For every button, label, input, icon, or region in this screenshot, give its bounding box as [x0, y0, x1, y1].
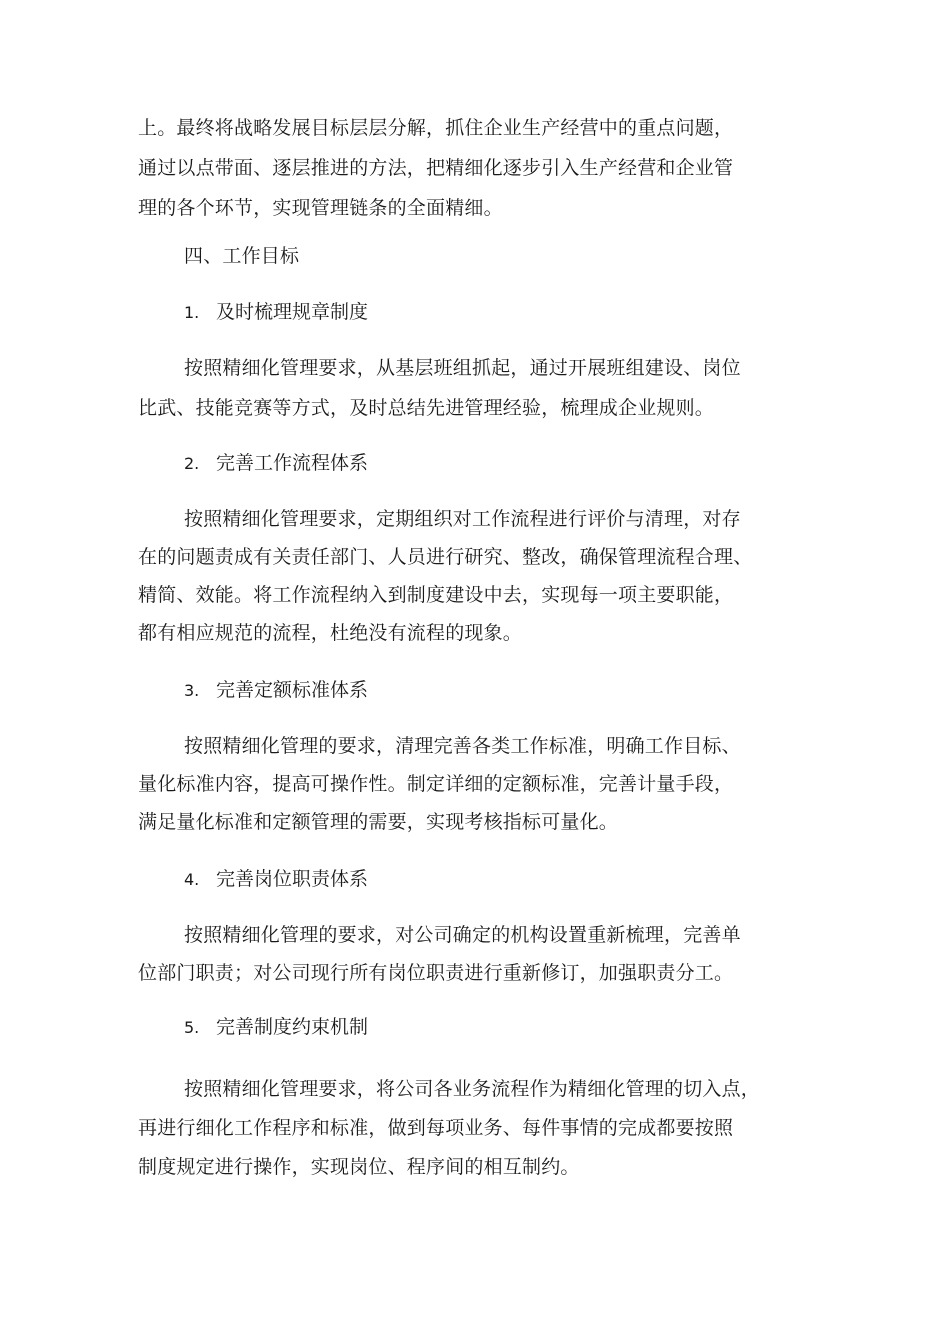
paragraph-line: 按照精细化管理要求，将公司各业务流程作为精细化管理的切入点， [184, 1078, 761, 1100]
paragraph-line: 在的问题责成有关责任部门、人员进行研究、整改，确保管理流程合理、 [138, 546, 753, 568]
item-heading-4 [184, 867, 368, 892]
paragraph-line: 按照精细化管理要求，定期组织对工作流程进行评价与清理，对存 [184, 508, 741, 530]
intro-line: 上。最终将战略发展目标层层分解，抓住企业生产经营中的重点问题， [138, 117, 734, 139]
item-heading-1 [184, 300, 368, 325]
item-heading-2 [184, 451, 368, 476]
item-title: 完善岗位职责体系 [216, 868, 369, 890]
paragraph-line: 按照精细化管理要求，从基层班组抓起，通过开展班组建设、岗位 [184, 357, 741, 379]
item-number: 1. [184, 303, 200, 322]
item-number: 3. [184, 681, 200, 700]
item-title: 及时梳理规章制度 [216, 301, 369, 323]
paragraph-line: 按照精细化管理的要求，对公司确定的机构设置重新梳理，完善单 [184, 924, 741, 946]
item-number: 2. [184, 454, 200, 473]
item-title: 完善工作流程体系 [216, 452, 369, 474]
item-title: 完善定额标准体系 [216, 679, 369, 701]
section-heading: 四、工作目标 [184, 245, 300, 267]
item-heading-5 [184, 1015, 368, 1040]
item-heading-3 [184, 678, 368, 703]
paragraph-line: 按照精细化管理的要求，清理完善各类工作标准，明确工作目标、 [184, 735, 741, 757]
paragraph-line: 满足量化标准和定额管理的需要，实现考核指标可量化。 [138, 811, 619, 833]
intro-line: 通过以点带面、逐层推进的方法，把精细化逐步引入生产经营和企业管 [138, 157, 734, 179]
paragraph-line: 都有相应规范的流程，杜绝没有流程的现象。 [138, 622, 523, 644]
paragraph-line: 位部门职责；对公司现行所有岗位职责进行重新修订，加强职责分工。 [138, 962, 734, 984]
paragraph-line: 再进行细化工作程序和标准，做到每项业务、每件事情的完成都要按照 [138, 1117, 734, 1139]
item-number: 5. [184, 1018, 200, 1037]
item-title: 完善制度约束机制 [216, 1016, 369, 1038]
paragraph-line: 精简、效能。将工作流程纳入到制度建设中去，实现每一项主要职能， [138, 584, 734, 606]
paragraph-line: 制度规定进行操作，实现岗位、程序间的相互制约。 [138, 1156, 580, 1178]
paragraph-line: 比武、技能竞赛等方式，及时总结先进管理经验，梳理成企业规则。 [138, 397, 715, 419]
paragraph-line: 量化标准内容，提高可操作性。制定详细的定额标准，完善计量手段， [138, 773, 734, 795]
item-number: 4. [184, 870, 200, 889]
intro-line: 理的各个环节，实现管理链条的全面精细。 [138, 197, 503, 219]
